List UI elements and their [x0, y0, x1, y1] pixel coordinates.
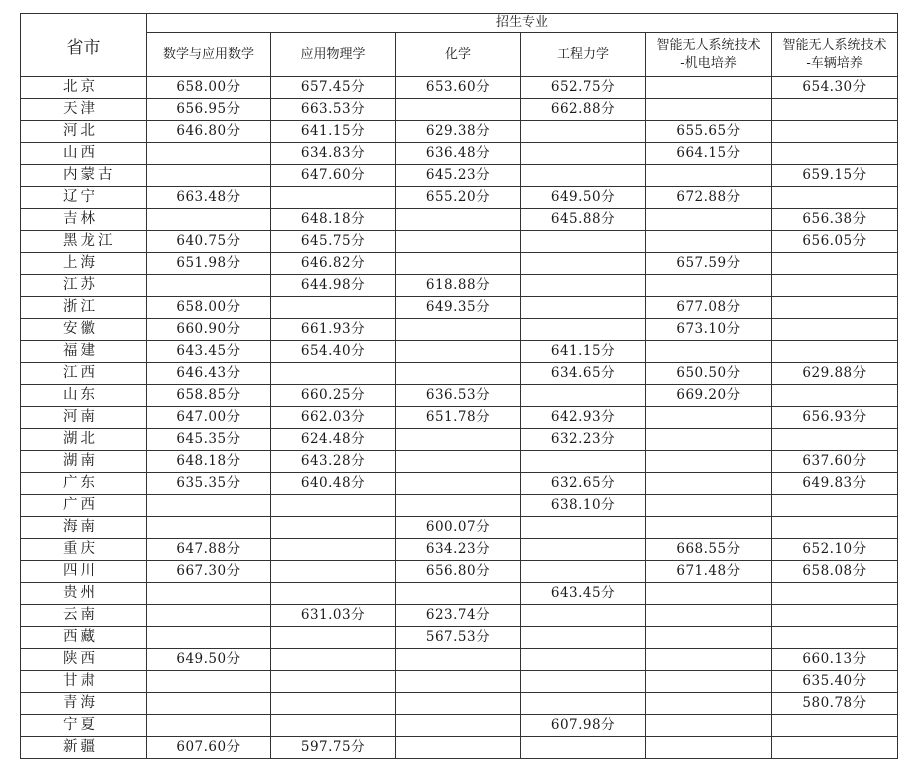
score-cell: 645.88分 — [521, 209, 646, 231]
score-cell: 629.88分 — [772, 363, 898, 385]
score-cell: 638.10分 — [521, 495, 646, 517]
score-cell — [646, 231, 772, 253]
score-cell: 634.65分 — [521, 363, 646, 385]
table-row — [21, 209, 898, 231]
table-row — [21, 363, 898, 385]
score-cell: 656.80分 — [396, 561, 521, 583]
province-cell: 江西 — [21, 363, 147, 385]
score-cell: 677.08分 — [646, 297, 772, 319]
table-row — [21, 649, 898, 671]
major-header-line: 工程力学 — [556, 46, 609, 62]
score-cell: 673.10分 — [646, 319, 772, 341]
major-header-line: 智能无人系统技术 — [656, 37, 761, 53]
score-cell — [271, 649, 396, 671]
table-row — [21, 605, 898, 627]
score-cell: 649.35分 — [396, 297, 521, 319]
score-cell — [396, 319, 521, 341]
score-cell: 658.08分 — [772, 561, 898, 583]
score-cell — [271, 561, 396, 583]
table-row — [21, 275, 898, 297]
score-cell: 648.18分 — [147, 451, 271, 473]
score-cell: 654.30分 — [772, 77, 898, 99]
score-cell: 634.83分 — [271, 143, 396, 165]
score-cell — [646, 649, 772, 671]
province-cell: 天津 — [21, 99, 147, 121]
score-cell: 631.03分 — [271, 605, 396, 627]
score-cell — [271, 715, 396, 737]
score-cell — [271, 517, 396, 539]
major-header-line: -机电培养 — [680, 55, 737, 71]
score-cell — [271, 693, 396, 715]
province-cell: 云南 — [21, 605, 147, 627]
table-row — [21, 407, 898, 429]
score-cell: 580.78分 — [772, 693, 898, 715]
score-cell: 661.93分 — [271, 319, 396, 341]
score-cell — [396, 341, 521, 363]
province-cell: 北京 — [21, 77, 147, 99]
score-cell: 636.53分 — [396, 385, 521, 407]
score-cell — [521, 671, 646, 693]
score-cell — [646, 451, 772, 473]
score-cell — [147, 495, 271, 517]
major-column-header — [147, 33, 271, 77]
table-row — [21, 561, 898, 583]
score-cell — [396, 231, 521, 253]
province-cell: 重庆 — [21, 539, 147, 561]
score-cell — [396, 363, 521, 385]
score-cell: 656.38分 — [772, 209, 898, 231]
table-row — [21, 385, 898, 407]
score-cell: 651.78分 — [396, 407, 521, 429]
score-cell — [147, 165, 271, 187]
province-cell: 河北 — [21, 121, 147, 143]
score-cell — [646, 209, 772, 231]
score-cell: 624.48分 — [271, 429, 396, 451]
score-cell — [396, 253, 521, 275]
table-row — [21, 187, 898, 209]
score-cell — [521, 143, 646, 165]
score-cell: 653.60分 — [396, 77, 521, 99]
score-cell — [646, 165, 772, 187]
score-cell — [396, 583, 521, 605]
score-cell: 623.74分 — [396, 605, 521, 627]
score-cell: 567.53分 — [396, 627, 521, 649]
score-cell — [521, 737, 646, 759]
score-cell: 645.23分 — [396, 165, 521, 187]
score-cell: 640.75分 — [147, 231, 271, 253]
score-cell: 672.88分 — [646, 187, 772, 209]
score-cell — [772, 385, 898, 407]
score-cell: 660.25分 — [271, 385, 396, 407]
score-cell: 629.38分 — [396, 121, 521, 143]
score-cell — [521, 385, 646, 407]
score-cell — [772, 737, 898, 759]
score-cell — [396, 429, 521, 451]
score-cell: 646.82分 — [271, 253, 396, 275]
score-cell: 607.60分 — [147, 737, 271, 759]
score-cell — [147, 275, 271, 297]
score-cell — [271, 187, 396, 209]
major-header-line: -车辆培养 — [806, 55, 863, 71]
score-cell — [396, 495, 521, 517]
major-header-line: 智能无人系统技术 — [782, 37, 887, 53]
score-cell: 640.48分 — [271, 473, 396, 495]
province-cell: 安徽 — [21, 319, 147, 341]
score-cell — [772, 275, 898, 297]
major-column-header — [521, 33, 646, 77]
score-cell: 662.03分 — [271, 407, 396, 429]
score-cell: 652.10分 — [772, 539, 898, 561]
province-cell: 贵州 — [21, 583, 147, 605]
major-header-line: 数学与应用数学 — [162, 46, 254, 62]
score-cell — [147, 583, 271, 605]
score-cell — [396, 451, 521, 473]
score-cell: 658.85分 — [147, 385, 271, 407]
province-cell: 辽宁 — [21, 187, 147, 209]
score-cell: 667.30分 — [147, 561, 271, 583]
score-cell — [147, 209, 271, 231]
score-cell — [521, 539, 646, 561]
province-cell: 广西 — [21, 495, 147, 517]
table-row — [21, 451, 898, 473]
score-cell: 663.53分 — [271, 99, 396, 121]
province-cell: 陕西 — [21, 649, 147, 671]
table-row — [21, 341, 898, 363]
score-cell — [271, 495, 396, 517]
score-cell: 660.90分 — [147, 319, 271, 341]
score-cell — [271, 297, 396, 319]
major-column-header — [772, 33, 898, 77]
score-cell: 607.98分 — [521, 715, 646, 737]
score-cell: 660.13分 — [772, 649, 898, 671]
table-row — [21, 429, 898, 451]
score-cell: 647.88分 — [147, 539, 271, 561]
score-cell — [646, 495, 772, 517]
score-cell — [521, 121, 646, 143]
score-cell — [521, 275, 646, 297]
score-cell — [147, 671, 271, 693]
score-cell: 649.50分 — [147, 649, 271, 671]
table-row — [21, 121, 898, 143]
score-cell: 637.60分 — [772, 451, 898, 473]
table-row — [21, 583, 898, 605]
admission-score-table — [20, 13, 898, 759]
score-cell — [147, 605, 271, 627]
table-row — [21, 231, 898, 253]
score-cell — [271, 583, 396, 605]
score-cell: 600.07分 — [396, 517, 521, 539]
score-cell — [521, 693, 646, 715]
table-row — [21, 517, 898, 539]
score-cell — [772, 429, 898, 451]
score-cell: 635.35分 — [147, 473, 271, 495]
table-row — [21, 165, 898, 187]
score-cell: 656.93分 — [772, 407, 898, 429]
score-cell — [396, 99, 521, 121]
score-cell — [646, 583, 772, 605]
score-cell: 663.48分 — [147, 187, 271, 209]
province-cell: 青海 — [21, 693, 147, 715]
score-cell — [772, 187, 898, 209]
score-cell — [772, 253, 898, 275]
table-row — [21, 627, 898, 649]
score-cell: 652.75分 — [521, 77, 646, 99]
score-cell — [772, 495, 898, 517]
table-row — [21, 495, 898, 517]
score-cell: 651.98分 — [147, 253, 271, 275]
score-cell: 645.35分 — [147, 429, 271, 451]
score-cell — [271, 539, 396, 561]
score-cell — [396, 737, 521, 759]
score-cell — [772, 517, 898, 539]
score-cell: 636.48分 — [396, 143, 521, 165]
score-cell — [646, 671, 772, 693]
score-cell: 654.40分 — [271, 341, 396, 363]
province-cell: 山西 — [21, 143, 147, 165]
score-cell: 643.45分 — [147, 341, 271, 363]
score-cell: 658.00分 — [147, 77, 271, 99]
score-cell — [147, 143, 271, 165]
table-row — [21, 253, 898, 275]
score-cell: 641.15分 — [521, 341, 646, 363]
score-cell — [772, 605, 898, 627]
province-cell: 福建 — [21, 341, 147, 363]
province-cell: 内蒙古 — [21, 165, 147, 187]
score-cell: 650.50分 — [646, 363, 772, 385]
province-cell: 湖北 — [21, 429, 147, 451]
score-cell: 659.15分 — [772, 165, 898, 187]
score-cell — [521, 627, 646, 649]
score-cell — [646, 715, 772, 737]
score-cell — [772, 99, 898, 121]
score-cell — [147, 627, 271, 649]
score-cell — [646, 341, 772, 363]
major-header-line: 应用物理学 — [300, 46, 366, 62]
score-cell: 656.95分 — [147, 99, 271, 121]
province-cell: 甘肃 — [21, 671, 147, 693]
score-cell — [772, 143, 898, 165]
score-cell: 656.05分 — [772, 231, 898, 253]
score-cell — [646, 275, 772, 297]
table-row — [21, 297, 898, 319]
score-cell — [396, 209, 521, 231]
province-cell: 浙江 — [21, 297, 147, 319]
score-cell: 657.45分 — [271, 77, 396, 99]
table-row — [21, 539, 898, 561]
majors-group-header: 招生专业 — [147, 14, 898, 33]
score-cell — [646, 77, 772, 99]
province-cell: 新疆 — [21, 737, 147, 759]
province-cell: 湖南 — [21, 451, 147, 473]
score-cell: 618.88分 — [396, 275, 521, 297]
province-cell: 上海 — [21, 253, 147, 275]
province-cell: 山东 — [21, 385, 147, 407]
score-cell: 635.40分 — [772, 671, 898, 693]
score-cell — [271, 363, 396, 385]
table-row — [21, 319, 898, 341]
score-cell — [147, 693, 271, 715]
score-cell — [646, 99, 772, 121]
score-cell — [521, 231, 646, 253]
table-body — [21, 77, 898, 759]
score-cell: 669.20分 — [646, 385, 772, 407]
score-cell — [521, 649, 646, 671]
score-cell — [271, 627, 396, 649]
province-cell: 吉林 — [21, 209, 147, 231]
score-cell — [521, 297, 646, 319]
table-row — [21, 671, 898, 693]
score-cell — [772, 715, 898, 737]
province-cell: 江苏 — [21, 275, 147, 297]
table-row — [21, 737, 898, 759]
province-cell: 广东 — [21, 473, 147, 495]
province-cell: 西藏 — [21, 627, 147, 649]
province-cell: 黑龙江 — [21, 231, 147, 253]
score-cell — [271, 671, 396, 693]
score-cell: 646.80分 — [147, 121, 271, 143]
score-cell — [772, 297, 898, 319]
score-cell — [147, 517, 271, 539]
score-cell — [521, 319, 646, 341]
score-cell — [521, 517, 646, 539]
score-cell — [396, 715, 521, 737]
major-column-header — [646, 33, 772, 77]
score-cell: 644.98分 — [271, 275, 396, 297]
score-cell — [772, 583, 898, 605]
score-cell: 643.45分 — [521, 583, 646, 605]
score-cell: 632.65分 — [521, 473, 646, 495]
score-cell: 632.23分 — [521, 429, 646, 451]
score-cell — [646, 473, 772, 495]
score-cell: 657.59分 — [646, 253, 772, 275]
score-cell: 647.60分 — [271, 165, 396, 187]
table-header — [21, 14, 898, 77]
score-cell — [396, 473, 521, 495]
major-header-line: 化学 — [444, 46, 471, 62]
table-row — [21, 143, 898, 165]
major-header-row — [21, 33, 898, 77]
score-cell — [772, 341, 898, 363]
score-cell — [521, 451, 646, 473]
score-cell — [147, 715, 271, 737]
major-column-header — [271, 33, 396, 77]
score-cell — [646, 407, 772, 429]
province-cell: 河南 — [21, 407, 147, 429]
score-cell: 655.20分 — [396, 187, 521, 209]
score-cell: 658.00分 — [147, 297, 271, 319]
score-cell — [772, 319, 898, 341]
admission-score-sheet — [20, 13, 898, 759]
score-cell: 634.23分 — [396, 539, 521, 561]
score-cell — [772, 121, 898, 143]
score-cell: 641.15分 — [271, 121, 396, 143]
score-cell: 655.65分 — [646, 121, 772, 143]
score-cell: 643.28分 — [271, 451, 396, 473]
table-row — [21, 77, 898, 99]
score-cell — [646, 605, 772, 627]
score-cell: 649.83分 — [772, 473, 898, 495]
score-cell — [521, 253, 646, 275]
score-cell — [521, 165, 646, 187]
score-cell — [396, 649, 521, 671]
score-cell — [646, 737, 772, 759]
score-cell — [396, 693, 521, 715]
score-cell — [396, 671, 521, 693]
province-cell: 宁夏 — [21, 715, 147, 737]
table-row — [21, 715, 898, 737]
table-row — [21, 473, 898, 495]
province-cell: 四川 — [21, 561, 147, 583]
score-cell: 645.75分 — [271, 231, 396, 253]
score-cell: 646.43分 — [147, 363, 271, 385]
province-column-header: 省市 — [21, 14, 147, 77]
score-cell — [521, 561, 646, 583]
score-cell: 662.88分 — [521, 99, 646, 121]
score-cell: 649.50分 — [521, 187, 646, 209]
score-cell: 597.75分 — [271, 737, 396, 759]
score-cell — [646, 517, 772, 539]
score-cell: 642.93分 — [521, 407, 646, 429]
score-cell: 664.15分 — [646, 143, 772, 165]
score-cell — [772, 627, 898, 649]
table-row — [21, 693, 898, 715]
score-cell — [646, 429, 772, 451]
table-row — [21, 99, 898, 121]
score-cell — [646, 627, 772, 649]
major-column-header — [396, 33, 521, 77]
score-cell: 671.48分 — [646, 561, 772, 583]
score-cell — [521, 605, 646, 627]
province-cell: 海南 — [21, 517, 147, 539]
score-cell: 647.00分 — [147, 407, 271, 429]
score-cell: 648.18分 — [271, 209, 396, 231]
score-cell: 668.55分 — [646, 539, 772, 561]
score-cell — [646, 693, 772, 715]
